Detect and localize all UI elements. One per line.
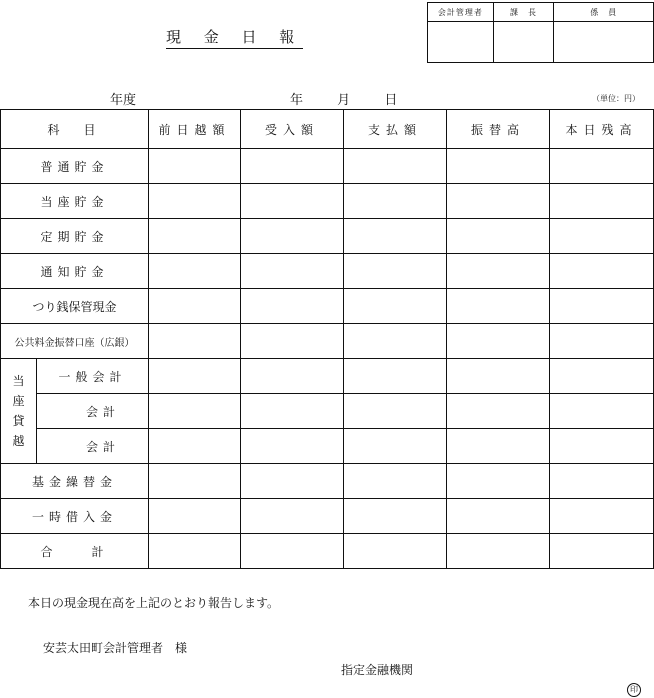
report-statement: 本日の現金現在高を上記のとおり報告します。 bbox=[28, 596, 280, 610]
amount-cell[interactable] bbox=[149, 219, 241, 254]
table-row bbox=[1, 359, 654, 394]
approval-stamp-manager[interactable] bbox=[493, 22, 554, 63]
table-row bbox=[1, 394, 654, 429]
amount-cell[interactable] bbox=[550, 394, 654, 429]
amount-cell[interactable] bbox=[550, 289, 654, 324]
amount-cell[interactable] bbox=[149, 254, 241, 289]
amount-cell[interactable] bbox=[447, 289, 550, 324]
table-row-total bbox=[1, 534, 654, 569]
approval-header-accountant: 会計管理者 bbox=[428, 3, 494, 22]
amount-cell[interactable] bbox=[550, 219, 654, 254]
amount-cell[interactable] bbox=[344, 254, 447, 289]
amount-cell[interactable] bbox=[550, 464, 654, 499]
amount-cell[interactable] bbox=[344, 499, 447, 534]
addressee-name: 安芸太田町会計管理者 bbox=[43, 641, 164, 655]
fiscal-year-label: 年度 bbox=[110, 93, 137, 108]
amount-cell[interactable] bbox=[149, 289, 241, 324]
amount-cell[interactable] bbox=[241, 254, 344, 289]
unit-note: （単位：円） bbox=[592, 94, 640, 103]
amount-cell[interactable] bbox=[550, 534, 654, 569]
column-header-previous: 前日越額 bbox=[149, 110, 241, 149]
addressee-honorific: 様 bbox=[175, 641, 188, 655]
date-fields bbox=[290, 89, 427, 108]
amount-cell[interactable] bbox=[149, 499, 241, 534]
year-label: 年 bbox=[290, 93, 304, 108]
amount-cell[interactable] bbox=[447, 359, 550, 394]
table-row bbox=[1, 254, 654, 289]
approval-stamp-accountant[interactable] bbox=[428, 22, 494, 63]
amount-cell[interactable] bbox=[447, 499, 550, 534]
amount-cell[interactable] bbox=[149, 359, 241, 394]
row-label-koukyou: 公共料金振替口座（広銀） bbox=[1, 324, 149, 359]
amount-cell[interactable] bbox=[241, 394, 344, 429]
amount-cell[interactable] bbox=[149, 149, 241, 184]
table-row bbox=[1, 184, 654, 219]
amount-cell[interactable] bbox=[550, 499, 654, 534]
column-header-balance: 本日残高 bbox=[550, 110, 654, 149]
amount-cell[interactable] bbox=[447, 534, 550, 569]
day-label: 日 bbox=[384, 93, 398, 108]
overdraft-label-text: 当 座 貸 越 bbox=[12, 374, 25, 448]
amount-cell[interactable] bbox=[344, 464, 447, 499]
row-label-ippan: 一般会計 bbox=[37, 359, 149, 394]
table-row bbox=[1, 219, 654, 254]
amount-cell[interactable] bbox=[344, 429, 447, 464]
amount-cell[interactable] bbox=[447, 324, 550, 359]
column-header-paid: 支払額 bbox=[344, 110, 447, 149]
amount-cell[interactable] bbox=[149, 184, 241, 219]
row-label-tsuchi: 通知貯金 bbox=[1, 254, 149, 289]
amount-cell[interactable] bbox=[550, 184, 654, 219]
approval-header-manager: 課 長 bbox=[493, 3, 554, 22]
amount-cell[interactable] bbox=[149, 534, 241, 569]
amount-cell[interactable] bbox=[149, 429, 241, 464]
amount-cell[interactable] bbox=[344, 534, 447, 569]
amount-cell[interactable] bbox=[344, 289, 447, 324]
amount-cell[interactable] bbox=[149, 464, 241, 499]
seal-mark[interactable]: 印 bbox=[627, 683, 641, 697]
month-label: 月 bbox=[337, 93, 351, 108]
amount-cell[interactable] bbox=[344, 324, 447, 359]
row-label-total: 合 計 bbox=[1, 534, 149, 569]
amount-cell[interactable] bbox=[344, 394, 447, 429]
amount-cell[interactable] bbox=[550, 149, 654, 184]
column-header-subject: 科 目 bbox=[1, 110, 149, 149]
table-row bbox=[1, 149, 654, 184]
amount-cell[interactable] bbox=[149, 324, 241, 359]
column-header-transfer: 振替高 bbox=[447, 110, 550, 149]
row-label-futsu: 普通貯金 bbox=[1, 149, 149, 184]
amount-cell[interactable] bbox=[447, 464, 550, 499]
amount-cell[interactable] bbox=[241, 149, 344, 184]
amount-cell[interactable] bbox=[550, 429, 654, 464]
row-label-kaikei-1: 会計 bbox=[37, 394, 149, 429]
amount-cell[interactable] bbox=[241, 219, 344, 254]
table-header-row bbox=[1, 110, 654, 149]
cash-report-table bbox=[0, 109, 654, 569]
approval-header-staff: 係 員 bbox=[554, 3, 654, 22]
amount-cell[interactable] bbox=[241, 464, 344, 499]
approval-stamp-box bbox=[427, 2, 654, 63]
column-header-received: 受入額 bbox=[241, 110, 344, 149]
amount-cell[interactable] bbox=[241, 429, 344, 464]
amount-cell[interactable] bbox=[241, 324, 344, 359]
amount-cell[interactable] bbox=[447, 394, 550, 429]
amount-cell[interactable] bbox=[447, 219, 550, 254]
approval-stamp-staff[interactable] bbox=[554, 22, 654, 63]
amount-cell[interactable] bbox=[344, 359, 447, 394]
table-row bbox=[1, 464, 654, 499]
amount-cell[interactable] bbox=[241, 499, 344, 534]
row-label-tsurisen: つり銭保管現金 bbox=[1, 289, 149, 324]
amount-cell[interactable] bbox=[241, 184, 344, 219]
table-row bbox=[1, 324, 654, 359]
amount-cell[interactable] bbox=[447, 254, 550, 289]
amount-cell[interactable] bbox=[344, 184, 447, 219]
row-label-overdraft bbox=[1, 359, 37, 464]
amount-cell[interactable] bbox=[344, 219, 447, 254]
row-label-toza: 当座貯金 bbox=[1, 184, 149, 219]
amount-cell[interactable] bbox=[550, 324, 654, 359]
amount-cell[interactable] bbox=[241, 289, 344, 324]
amount-cell[interactable] bbox=[241, 534, 344, 569]
row-label-kikin: 基金繰替金 bbox=[1, 464, 149, 499]
amount-cell[interactable] bbox=[241, 359, 344, 394]
row-label-teiki: 定期貯金 bbox=[1, 219, 149, 254]
table-row bbox=[1, 289, 654, 324]
row-label-ichiji: 一時借入金 bbox=[1, 499, 149, 534]
table-row bbox=[1, 429, 654, 464]
amount-cell[interactable] bbox=[447, 184, 550, 219]
table-row bbox=[1, 499, 654, 534]
bank-label: 指定金融機関 bbox=[341, 663, 414, 677]
amount-cell[interactable] bbox=[149, 394, 241, 429]
amount-cell[interactable] bbox=[447, 429, 550, 464]
amount-cell[interactable] bbox=[344, 149, 447, 184]
amount-cell[interactable] bbox=[447, 149, 550, 184]
page-title: 現 金 日 報 bbox=[166, 26, 303, 49]
amount-cell[interactable] bbox=[550, 254, 654, 289]
row-label-kaikei-2: 会計 bbox=[37, 429, 149, 464]
addressee bbox=[43, 639, 187, 656]
amount-cell[interactable] bbox=[550, 359, 654, 394]
